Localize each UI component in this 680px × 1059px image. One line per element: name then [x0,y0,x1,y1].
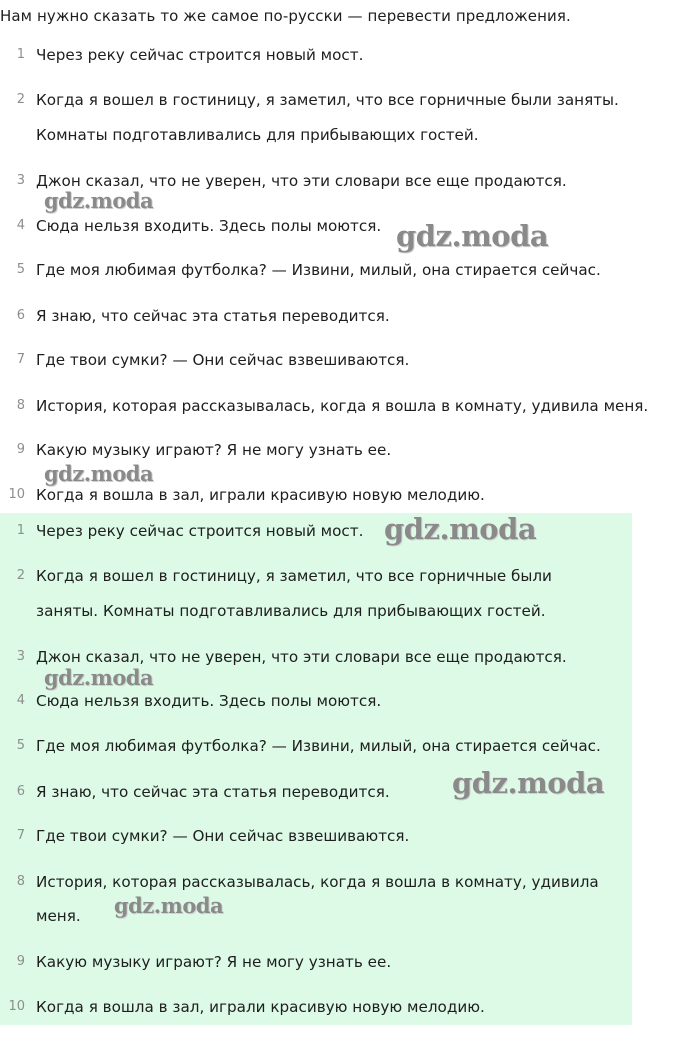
sentence-text [36,44,363,66]
sentence-line: Какую музыку играют? Я не могу узнать ее. [36,953,392,971]
sentence-text [36,735,601,757]
watermark-logo: gdz.moda [384,512,537,546]
sentence-line: Джон сказал, что не уверен, что эти словари все еще продаются. [36,648,567,666]
sentence-line: Я знаю, что сейчас эта статья переводится. [36,783,390,801]
item-number: 5 [16,738,25,753]
sentence-line: меня. [36,907,81,925]
sentence-text [36,951,391,973]
item-number: 3 [16,649,25,664]
sentence-line: Где моя любимая футболка? — Извини, милый, она стирается сейчас. [36,737,601,755]
item-number: 1 [16,523,25,538]
watermark-logo: gdz.moda [44,665,154,690]
sentence-text [36,89,619,146]
sentence-line: Какую музыку играют? Я не могу узнать ее. [36,441,392,459]
item-number: 10 [8,999,25,1014]
intro-text: Нам нужно сказать то же самое по-русски — перевести предложения. [0,7,571,25]
item-number: 2 [16,568,25,583]
sentence-text [36,996,485,1018]
sentence-text [36,349,409,371]
sentence-text [36,305,390,327]
sentence-line: Когда я вошел в гостиницу, я заметил, что все горничные были заняты. [36,91,619,109]
item-number: 6 [16,784,25,799]
sentence-line: Где твои сумки? — Они сейчас взвешиваются. [36,351,410,369]
sentence-text [36,781,390,803]
sentence-text [36,690,381,712]
sentence-text [36,825,409,847]
item-number: 9 [16,954,25,969]
item-number: 1 [16,47,25,62]
sentence-line: Когда я вошла в зал, играли красивую новую мелодию. [36,998,485,1016]
sentence-line: Через реку сейчас строится новый мост. [36,46,364,64]
sentence-line: Где моя любимая футболка? — Извини, милый, она стирается сейчас. [36,261,601,279]
item-number: 10 [8,487,25,502]
item-number: 8 [16,398,25,413]
item-number: 8 [16,874,25,889]
sentence-line: Когда я вошел в гостиницу, я заметил, что все горничные были [36,567,552,585]
sentence-text [36,520,363,542]
sentence-text [36,439,391,461]
watermark-logo: gdz.moda [396,219,549,253]
sentence-text [36,259,601,281]
sentence-line: Через реку сейчас строится новый мост. [36,522,364,540]
watermark-logo: gdz.moda [452,766,605,800]
sentence-line: Комнаты подготавливались для прибывающих гостей. [36,126,479,144]
sentence-line: Когда я вошла в зал, играли красивую новую мелодию. [36,486,485,504]
sentence-text [36,565,552,622]
sentence-text [36,395,648,417]
sentence-line: Джон сказал, что не уверен, что эти словари все еще продаются. [36,172,567,190]
watermark-logo: gdz.moda [114,893,224,918]
watermark-logo: gdz.moda [44,461,154,486]
sentence-line: История, которая рассказывалась, когда я вошла в комнату, удивила [36,873,599,891]
sentence-line: заняты. Комнаты подготавливались для прибывающих гостей. [36,602,546,620]
sentence-line: Я знаю, что сейчас эта статья переводится. [36,307,390,325]
item-number: 3 [16,173,25,188]
item-number: 7 [16,828,25,843]
item-number: 4 [16,218,25,233]
sentence-line: История, которая рассказывалась, когда я вошла в комнату, удивила меня. [36,397,649,415]
item-number: 2 [16,92,25,107]
item-number: 4 [16,693,25,708]
item-number: 9 [16,442,25,457]
item-number: 5 [16,262,25,277]
sentence-line: Сюда нельзя входить. Здесь полы моются. [36,217,382,235]
sentence-line: Сюда нельзя входить. Здесь полы моются. [36,692,382,710]
item-number: 7 [16,352,25,367]
item-number: 6 [16,308,25,323]
sentence-text [36,484,485,506]
sentence-line: Где твои сумки? — Они сейчас взвешиваются. [36,827,410,845]
sentence-text [36,215,381,237]
watermark-logo: gdz.moda [44,188,154,213]
